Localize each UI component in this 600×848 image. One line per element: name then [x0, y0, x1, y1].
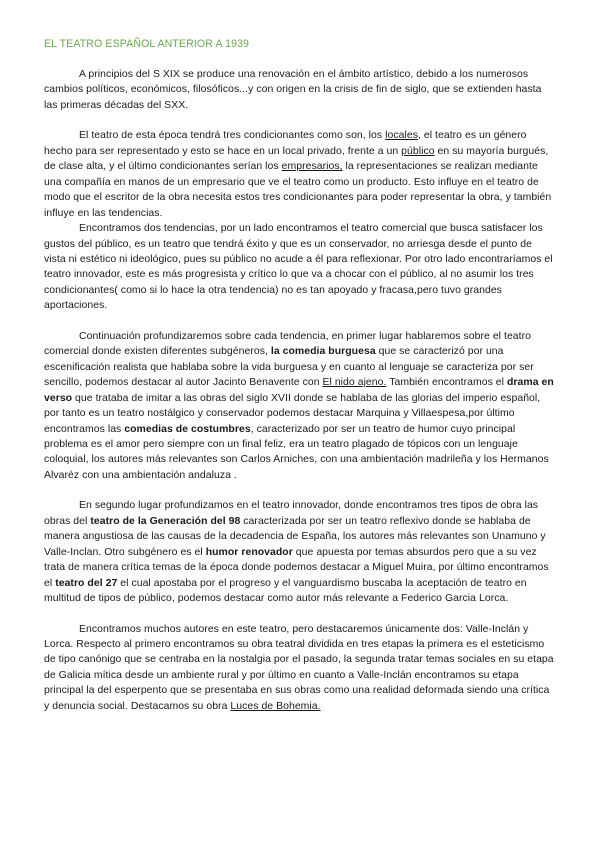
paragraph-gap — [44, 483, 555, 498]
text-run: caracterizada por ser un teatro reflexivo donde se hablaba de manera angustiosa de las causas de la decadencia de España, los autores más relevantes son Unamuno y Valle-Inclan. Otro subgénero es el — [44, 515, 546, 558]
bold-term-drama-en-verso: drama en verso — [44, 377, 554, 404]
paragraph-gap — [44, 607, 555, 622]
text-run: que apuesta por temas absurdos pero que a su vez trata de manera crítica temas de la época donde podemos destacar a Miguel Muira, por último encontramos el — [44, 546, 549, 589]
underlined-term-publico: público — [401, 145, 435, 157]
bold-term-comedia-burguesa: la comedia burguesa — [270, 346, 376, 358]
paragraph-condicionantes — [44, 128, 555, 221]
text-run: Encontramos muchos autores en este teatro, pero destacaremos únicamente dos: Valle-Inclán y Lorca. Respecto al primero encontramos su obra teatral dividida en tres etapas la primera es el esteticismo de tipo canónigo que se centraba en la nostalgia por el pasado, la segunda tratar temas sociales en su etapa de Galicia mítica desde un ambiente rural y por último en cuanto a Valle-Inclán encontramos su etapa principal la del esperpento que se presentaba en sus obras como una realidad deformada siendo una crítica y denuncia social. Destacamos su obra — [44, 623, 554, 712]
bold-term-teatro-del-27: teatro del 27 — [55, 577, 118, 589]
text-run: Continuación profundizaremos sobre cada tendencia, en primer lugar hablaremos sobre el teatro comercial donde existen diferentes subgéneros, — [44, 330, 531, 358]
paragraph-gap — [44, 314, 555, 329]
document-title: EL TEATRO ESPAÑOL ANTERIOR A 1939 — [44, 38, 250, 50]
paragraph-text: Encontramos dos tendencias, por un lado encontramos el teatro comercial que busca satisfacer los gustos del público, es un teatro que tendrá éxito y que es un conservador, no arriesga desde el punto de vista ni estético ni ideológico, pues su público no acude a él para reflexionar. Por otro lado encontraríamos el teatro innovador, este es más progresista y crítico lo que va a chocar con el público, al no asumir los tres condicionantes( como si lo hace la otra tendencia) no es tan apoyado y fracasa,pero tuvo grandes aportaciones. — [44, 223, 553, 312]
paragraph-teatro-comercial — [44, 329, 555, 484]
paragraph-teatro-innovador — [44, 498, 555, 606]
bold-term-comedias-de-costumbres: comedias de costumbres — [124, 423, 251, 435]
bold-term-humor-renovador: humor renovador — [205, 546, 293, 558]
text-run: que se caracterizó por una escenificación realista que hablaba sobre la vida burguesa y en cuanto al lenguaje se caracteriza por ser sencillo, podemos destacar al autor Jacinto Benavente con — [44, 346, 534, 389]
paragraph-intro — [44, 67, 555, 113]
text-run: , caracterizado por ser un teatro de humor cuyo principal problema es el amor pero siempre con un final feliz, era un teatro plagado de tópicos con un lenguaje coloquial, los autores más relevantes son Carlos Arniches, con una ambientación madrileña y los Hermanos Alvaréz con una ambientación andaluza . — [44, 423, 549, 481]
paragraph-gap — [44, 113, 555, 128]
bold-term-generacion-98: teatro de la Generación del 98 — [90, 515, 241, 527]
underlined-term-locales: locales — [385, 130, 418, 142]
text-run: , el teatro es un género hecho para ser representado y esto se hace en un local privado, frente a un — [44, 130, 527, 157]
text-run: En segundo lugar profundizamos en el teatro innovador, donde encontramos tres tipos de obra las obras del — [44, 500, 539, 527]
paragraph-text: A principios del S XIX se produce una renovación en el ámbito artístico, debido a los numerosos cambios políticos, económicos, filosóficos...y con origen en la crisis de fin de siglo, que se extienden hasta las primeras décadas del SXX. — [44, 69, 542, 111]
underlined-term-empresarios: empresarios, — [281, 161, 343, 173]
underlined-title-luces-de-bohemia: Luces de Bohemia. — [230, 700, 321, 712]
underlined-title-el-nido-ajeno: El nido ajeno. — [322, 377, 387, 389]
text-run: que trataba de imitar a las obras del siglo XVII donde se hablaba de las glorias del imperio español, por tanto es un teatro nostálgico y conservador podemos destacar Marquina y Villaespesa,por último encontramos las — [44, 392, 541, 435]
text-run: en su mayoría burgués, de clase alta, y el último condicionantes serían los — [44, 145, 549, 173]
paragraph-tendencias — [44, 221, 555, 314]
text-run: la representaciones se realizan mediante una compañía en manos de un empresario que ve el teatro como un producto. Esto influye en el teatro de modo que el escritor de la obra necesita estos tres condicionantes para poder representar la obra, y también influye en las tendencias. — [44, 161, 552, 219]
text-run: También encontramos el — [386, 377, 507, 389]
text-run: el cual apostaba por el progreso y el vanguardismo buscaba la aceptación de teatro en multitud de tipos de público, podemos destacar como autor más relevante a Federico Garcia Lorca. — [44, 577, 527, 605]
paragraph-autores — [44, 622, 555, 715]
text-run: El teatro de esta época tendrá tres condicionantes como son, los — [79, 130, 386, 142]
